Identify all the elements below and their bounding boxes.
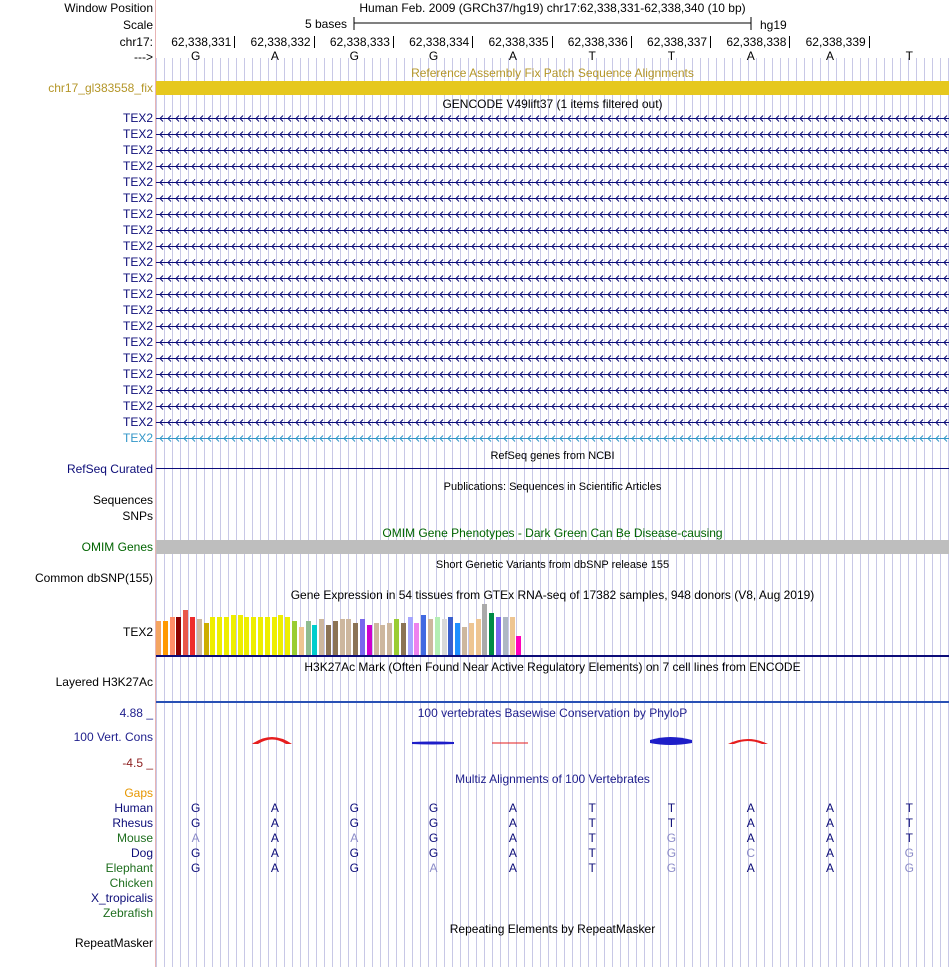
alignment-base: A	[508, 846, 517, 860]
alignment-base: T	[588, 801, 596, 815]
gtex-tissue-bar[interactable]	[496, 617, 501, 655]
alignment-base: A	[508, 801, 517, 815]
alignment-base: A	[826, 801, 835, 815]
gtex-tissue-bar[interactable]	[292, 621, 297, 655]
gtex-tissue-bar[interactable]	[442, 619, 447, 655]
species-label[interactable]: X_tropicalis	[90, 891, 153, 905]
alignment-base: A	[508, 816, 517, 830]
alignment-base: A	[429, 861, 438, 875]
alignment-base: G	[666, 846, 677, 860]
gencode-transcript[interactable]	[156, 223, 949, 237]
window-position-label[interactable]: Window Position	[64, 1, 153, 15]
gtex-tissue-bar[interactable]	[312, 625, 317, 655]
gencode-gene-label[interactable]: TEX2	[122, 303, 153, 317]
phylop-label[interactable]: 100 Vert. Cons	[73, 730, 153, 744]
alignment-base: T	[667, 801, 676, 815]
db-name-text: hg19	[760, 18, 787, 32]
reference-base: G	[190, 49, 201, 63]
phylop-title: 100 vertebrates Basewise Conservation by PhyloP	[417, 706, 688, 720]
alignment-base: A	[270, 816, 279, 830]
gtex-label[interactable]: TEX2	[122, 625, 153, 639]
publications-label-line1[interactable]: Sequences	[92, 493, 153, 507]
reference-base: G	[428, 49, 439, 63]
gtex-tissue-bar[interactable]	[244, 617, 249, 655]
gtex-tissue-bar[interactable]	[374, 623, 379, 655]
repeatmasker-title: Repeating Elements by RepeatMasker	[449, 922, 656, 936]
gtex-tissue-bar[interactable]	[503, 617, 508, 655]
gtex-tissue-bar[interactable]	[224, 617, 229, 655]
gencode-transcript[interactable]	[156, 255, 949, 269]
gtex-tissue-bar[interactable]	[258, 617, 263, 655]
gencode-gene-label[interactable]: TEX2	[122, 159, 153, 173]
gencode-gene-label[interactable]: TEX2	[122, 143, 153, 157]
ruler-position: 62,338,334	[409, 35, 470, 49]
gtex-tissue-bar[interactable]	[204, 623, 209, 655]
scale-bases-text: 5 bases	[305, 17, 348, 31]
ruler-position: 62,338,338	[726, 35, 787, 49]
alignment-base: T	[905, 816, 914, 830]
gtex-tissue-bar[interactable]	[156, 621, 161, 655]
gtex-tissue-bar[interactable]	[394, 619, 399, 655]
gencode-gene-label[interactable]: TEX2	[122, 255, 153, 269]
fix-patch-bar[interactable]	[156, 81, 949, 95]
gencode-transcript[interactable]	[156, 399, 949, 413]
alignment-base: G	[904, 861, 915, 875]
gtex-tissue-bar[interactable]	[380, 625, 385, 655]
alignment-base: T	[588, 861, 596, 875]
alignment-base: A	[270, 801, 279, 815]
gtex-tissue-bar[interactable]	[197, 619, 202, 655]
species-label[interactable]: Mouse	[116, 831, 153, 845]
gencode-gene-label[interactable]: TEX2	[122, 111, 153, 125]
alignment-base: A	[826, 861, 835, 875]
gencode-transcript[interactable]	[156, 143, 949, 157]
alignment-base: A	[746, 816, 755, 830]
gencode-gene-label[interactable]: TEX2	[122, 415, 153, 429]
gtex-tissue-bar[interactable]	[176, 617, 181, 655]
phylop-peak	[728, 739, 768, 744]
gtex-tissue-bar[interactable]	[516, 636, 521, 655]
alignment-base: A	[270, 831, 279, 845]
reference-base: T	[667, 49, 676, 63]
gtex-tissue-bar[interactable]	[299, 627, 304, 655]
gtex-tissue-bar[interactable]	[285, 617, 290, 655]
gtex-tissue-bar[interactable]	[210, 617, 215, 655]
gencode-gene-label[interactable]: TEX2	[122, 287, 153, 301]
gencode-gene-label[interactable]: TEX2	[122, 175, 153, 189]
gtex-tissue-bar[interactable]	[469, 623, 474, 655]
alignment-base: G	[428, 831, 439, 845]
phylop-signal[interactable]	[156, 725, 949, 755]
alignment-base: G	[428, 846, 439, 860]
alignment-base: G	[428, 801, 439, 815]
gtex-tissue-bar[interactable]	[217, 617, 222, 655]
gencode-gene-label[interactable]: TEX2	[122, 271, 153, 285]
ruler-position: 62,338,332	[250, 35, 311, 49]
alignment-base: G	[190, 846, 201, 860]
alignment-base: T	[667, 816, 676, 830]
gencode-transcript[interactable]	[156, 175, 949, 189]
gencode-gene-label[interactable]: TEX2	[122, 351, 153, 365]
strand-label[interactable]: --->	[134, 50, 153, 64]
gtex-bar-chart[interactable]	[156, 604, 949, 655]
refseq-label[interactable]: RefSeq Curated	[66, 462, 153, 476]
gencode-gene-label[interactable]: TEX2	[122, 207, 153, 221]
gencode-gene-label[interactable]: TEX2	[122, 191, 153, 205]
reference-base: A	[270, 49, 279, 63]
alignment-base: G	[349, 816, 359, 830]
phylop-scale-top: 4.88 _	[119, 706, 153, 720]
gencode-gene-label[interactable]: TEX2	[122, 127, 153, 141]
alignment-base: A	[826, 831, 835, 845]
species-label[interactable]: Chicken	[109, 876, 153, 890]
alignment-base: G	[349, 846, 359, 860]
fix-patch-label[interactable]: chr17_gl383558_fix	[48, 81, 153, 95]
alignment-base: A	[270, 861, 279, 875]
alignment-base: G	[349, 861, 359, 875]
omim-title: OMIM Gene Phenotypes - Dark Green Can Be Disease-causing	[382, 526, 723, 540]
gtex-tissue-bar[interactable]	[367, 625, 372, 655]
ruler-tick	[472, 36, 473, 48]
ruler-position: 62,338,337	[647, 35, 708, 49]
gencode-transcript[interactable]	[156, 207, 949, 221]
gtex-tissue-bar[interactable]	[435, 617, 440, 655]
alignment-base: T	[588, 846, 596, 860]
gencode-gene-label[interactable]: TEX2	[122, 367, 153, 381]
omim-bar[interactable]	[156, 540, 949, 554]
gencode-transcript[interactable]	[156, 351, 949, 365]
alignment-base: G	[349, 801, 359, 815]
gtex-tissue-bar[interactable]	[346, 619, 351, 655]
gencode-gene-label[interactable]: TEX2	[122, 223, 153, 237]
alignment-base: T	[588, 816, 596, 830]
dbsnp-title: Short Genetic Variants from dbSNP release 155	[435, 559, 670, 571]
gtex-tissue-bar[interactable]	[510, 617, 515, 655]
gtex-tissue-bar[interactable]	[190, 617, 195, 655]
gencode-transcript[interactable]	[156, 415, 949, 429]
gencode-transcript[interactable]	[156, 287, 949, 301]
gtex-tissue-bar[interactable]	[265, 617, 270, 655]
gaps-label[interactable]: Gaps	[124, 786, 153, 800]
multiz-title: Multiz Alignments of 100 Vertebrates	[455, 772, 650, 786]
gencode-gene-label[interactable]: TEX2	[122, 399, 153, 413]
data-area-left-border	[155, 0, 156, 967]
gencode-transcript[interactable]	[156, 271, 949, 285]
ruler-tick	[314, 36, 315, 48]
gencode-transcript[interactable]	[156, 303, 949, 317]
gencode-transcript[interactable]	[156, 239, 949, 253]
phylop-dip	[650, 737, 692, 745]
gencode-transcript[interactable]	[156, 335, 949, 349]
gtex-tissue-bar[interactable]	[278, 615, 283, 655]
h3k27ac-signal-line	[156, 701, 949, 703]
alignment-base: G	[904, 846, 915, 860]
gtex-tissue-bar[interactable]	[421, 615, 426, 655]
refseq-gene-line[interactable]	[156, 468, 949, 469]
gtex-tissue-bar[interactable]	[428, 619, 433, 655]
assembly-position-text: Human Feb. 2009 (GRCh37/hg19) chr17:62,338,331-62,338,340 (10 bp)	[359, 1, 746, 15]
ruler-tick	[631, 36, 632, 48]
fix-patch-title: Reference Assembly Fix Patch Sequence Alignments	[411, 66, 694, 80]
species-label[interactable]: Human	[114, 801, 153, 815]
gtex-tissue-bar[interactable]	[455, 623, 460, 655]
reference-base: A	[746, 49, 755, 63]
gtex-tissue-bar[interactable]	[387, 623, 392, 655]
gencode-title: GENCODE V49lift37 (1 items filtered out)	[442, 97, 663, 111]
gencode-transcript[interactable]	[156, 367, 949, 381]
gtex-tissue-bar[interactable]	[170, 617, 175, 655]
species-label[interactable]: Rhesus	[112, 816, 153, 830]
gencode-transcript[interactable]	[156, 191, 949, 205]
gtex-tissue-bar[interactable]	[401, 623, 406, 655]
alignment-base: A	[508, 861, 517, 875]
publications-title: Publications: Sequences in Scientific Articles	[443, 481, 662, 493]
refseq-title: RefSeq genes from NCBI	[490, 450, 615, 462]
alignment-base: G	[190, 801, 201, 815]
gencode-gene-label[interactable]: TEX2	[122, 431, 153, 445]
gtex-tissue-bar[interactable]	[476, 619, 481, 655]
gencode-transcript[interactable]	[156, 111, 949, 125]
omim-label[interactable]: OMIM Genes	[81, 540, 153, 554]
gtex-tissue-bar[interactable]	[489, 613, 494, 655]
alignment-base: G	[666, 831, 677, 845]
gtex-tissue-bar[interactable]	[482, 604, 487, 655]
gencode-gene-label[interactable]: TEX2	[122, 383, 153, 397]
alignment-base: A	[508, 831, 517, 845]
h3k27ac-label[interactable]: Layered H3K27Ac	[55, 675, 153, 689]
publications-label-line2[interactable]: SNPs	[122, 509, 153, 523]
ruler-tick	[393, 36, 394, 48]
gencode-transcript[interactable]	[156, 159, 949, 173]
chrom-label[interactable]: chr17:	[119, 35, 153, 49]
scale-bar	[352, 15, 754, 33]
gtex-tissue-bar[interactable]	[319, 619, 324, 655]
phylop-peak	[252, 737, 292, 744]
gencode-transcript[interactable]	[156, 383, 949, 397]
phylop-dip	[412, 742, 454, 745]
ruler-position: 62,338,336	[567, 35, 628, 49]
gtex-baseline	[156, 655, 949, 657]
gencode-transcript[interactable]	[156, 431, 949, 445]
ruler-tick	[789, 36, 790, 48]
ruler-tick	[234, 36, 235, 48]
ruler-tick	[710, 36, 711, 48]
ruler-tick	[869, 36, 870, 48]
gtex-tissue-bar[interactable]	[333, 621, 338, 655]
gtex-tissue-bar[interactable]	[448, 617, 453, 655]
ruler-position: 62,338,339	[805, 35, 866, 49]
alignment-base: A	[746, 831, 755, 845]
reference-base: A	[826, 49, 835, 63]
species-label[interactable]: Elephant	[105, 861, 153, 875]
alignment-base: G	[190, 816, 201, 830]
gtex-tissue-bar[interactable]	[183, 610, 188, 655]
species-label[interactable]: Dog	[130, 846, 153, 860]
gtex-tissue-bar[interactable]	[326, 625, 331, 655]
gtex-tissue-bar[interactable]	[462, 627, 467, 655]
gtex-tissue-bar[interactable]	[353, 623, 358, 655]
gtex-tissue-bar[interactable]	[414, 623, 419, 655]
h3k27ac-title: H3K27Ac Mark (Often Found Near Active Regulatory Elements) on 7 cell lines from ENCODE	[304, 660, 801, 674]
alignment-base: A	[191, 831, 200, 845]
gencode-transcript[interactable]	[156, 319, 949, 333]
gencode-gene-label[interactable]: TEX2	[122, 239, 153, 253]
alignment-base: A	[746, 801, 755, 815]
alignment-base: A	[746, 861, 755, 875]
ruler-position: 62,338,331	[171, 35, 232, 49]
alignment-base: T	[588, 831, 596, 845]
gtex-tissue-bar[interactable]	[231, 615, 236, 655]
ruler-position: 62,338,335	[488, 35, 549, 49]
gtex-tissue-bar[interactable]	[251, 617, 256, 655]
ruler-tick	[552, 36, 553, 48]
alignment-base: G	[428, 816, 439, 830]
gencode-gene-label[interactable]: TEX2	[122, 319, 153, 333]
reference-base: G	[349, 49, 359, 63]
gencode-gene-label[interactable]: TEX2	[122, 335, 153, 349]
alignment-base: A	[270, 846, 279, 860]
gtex-tissue-bar[interactable]	[360, 619, 365, 655]
reference-base: T	[588, 49, 596, 63]
gtex-tissue-bar[interactable]	[408, 617, 413, 655]
reference-base: A	[508, 49, 517, 63]
alignment-base: G	[666, 861, 677, 875]
repeatmasker-label[interactable]: RepeatMasker	[74, 936, 153, 950]
gtex-title: Gene Expression in 54 tissues from GTEx RNA-seq of 17382 samples, 948 donors (V8, Aug 2019)	[290, 588, 815, 602]
alignment-base: A	[350, 831, 359, 845]
gtex-tissue-bar[interactable]	[163, 621, 168, 655]
alignment-base: T	[905, 831, 914, 845]
scale-label[interactable]: Scale	[122, 18, 153, 32]
alignment-base: A	[826, 816, 835, 830]
gtex-tissue-bar[interactable]	[238, 615, 243, 655]
alignment-base: T	[905, 801, 914, 815]
ruler-position: 62,338,333	[329, 35, 390, 49]
reference-base: T	[905, 49, 914, 63]
alignment-base: A	[826, 846, 835, 860]
gtex-tissue-bar[interactable]	[306, 621, 311, 655]
species-label[interactable]: Zebrafish	[102, 906, 153, 920]
gencode-transcript[interactable]	[156, 127, 949, 141]
dbsnp-label[interactable]: Common dbSNP(155)	[34, 571, 153, 585]
gtex-tissue-bar[interactable]	[340, 619, 345, 655]
gtex-tissue-bar[interactable]	[272, 617, 277, 655]
alignment-base: C	[746, 846, 756, 860]
alignment-base: G	[190, 861, 201, 875]
phylop-scale-bottom: -4.5 _	[122, 756, 153, 770]
